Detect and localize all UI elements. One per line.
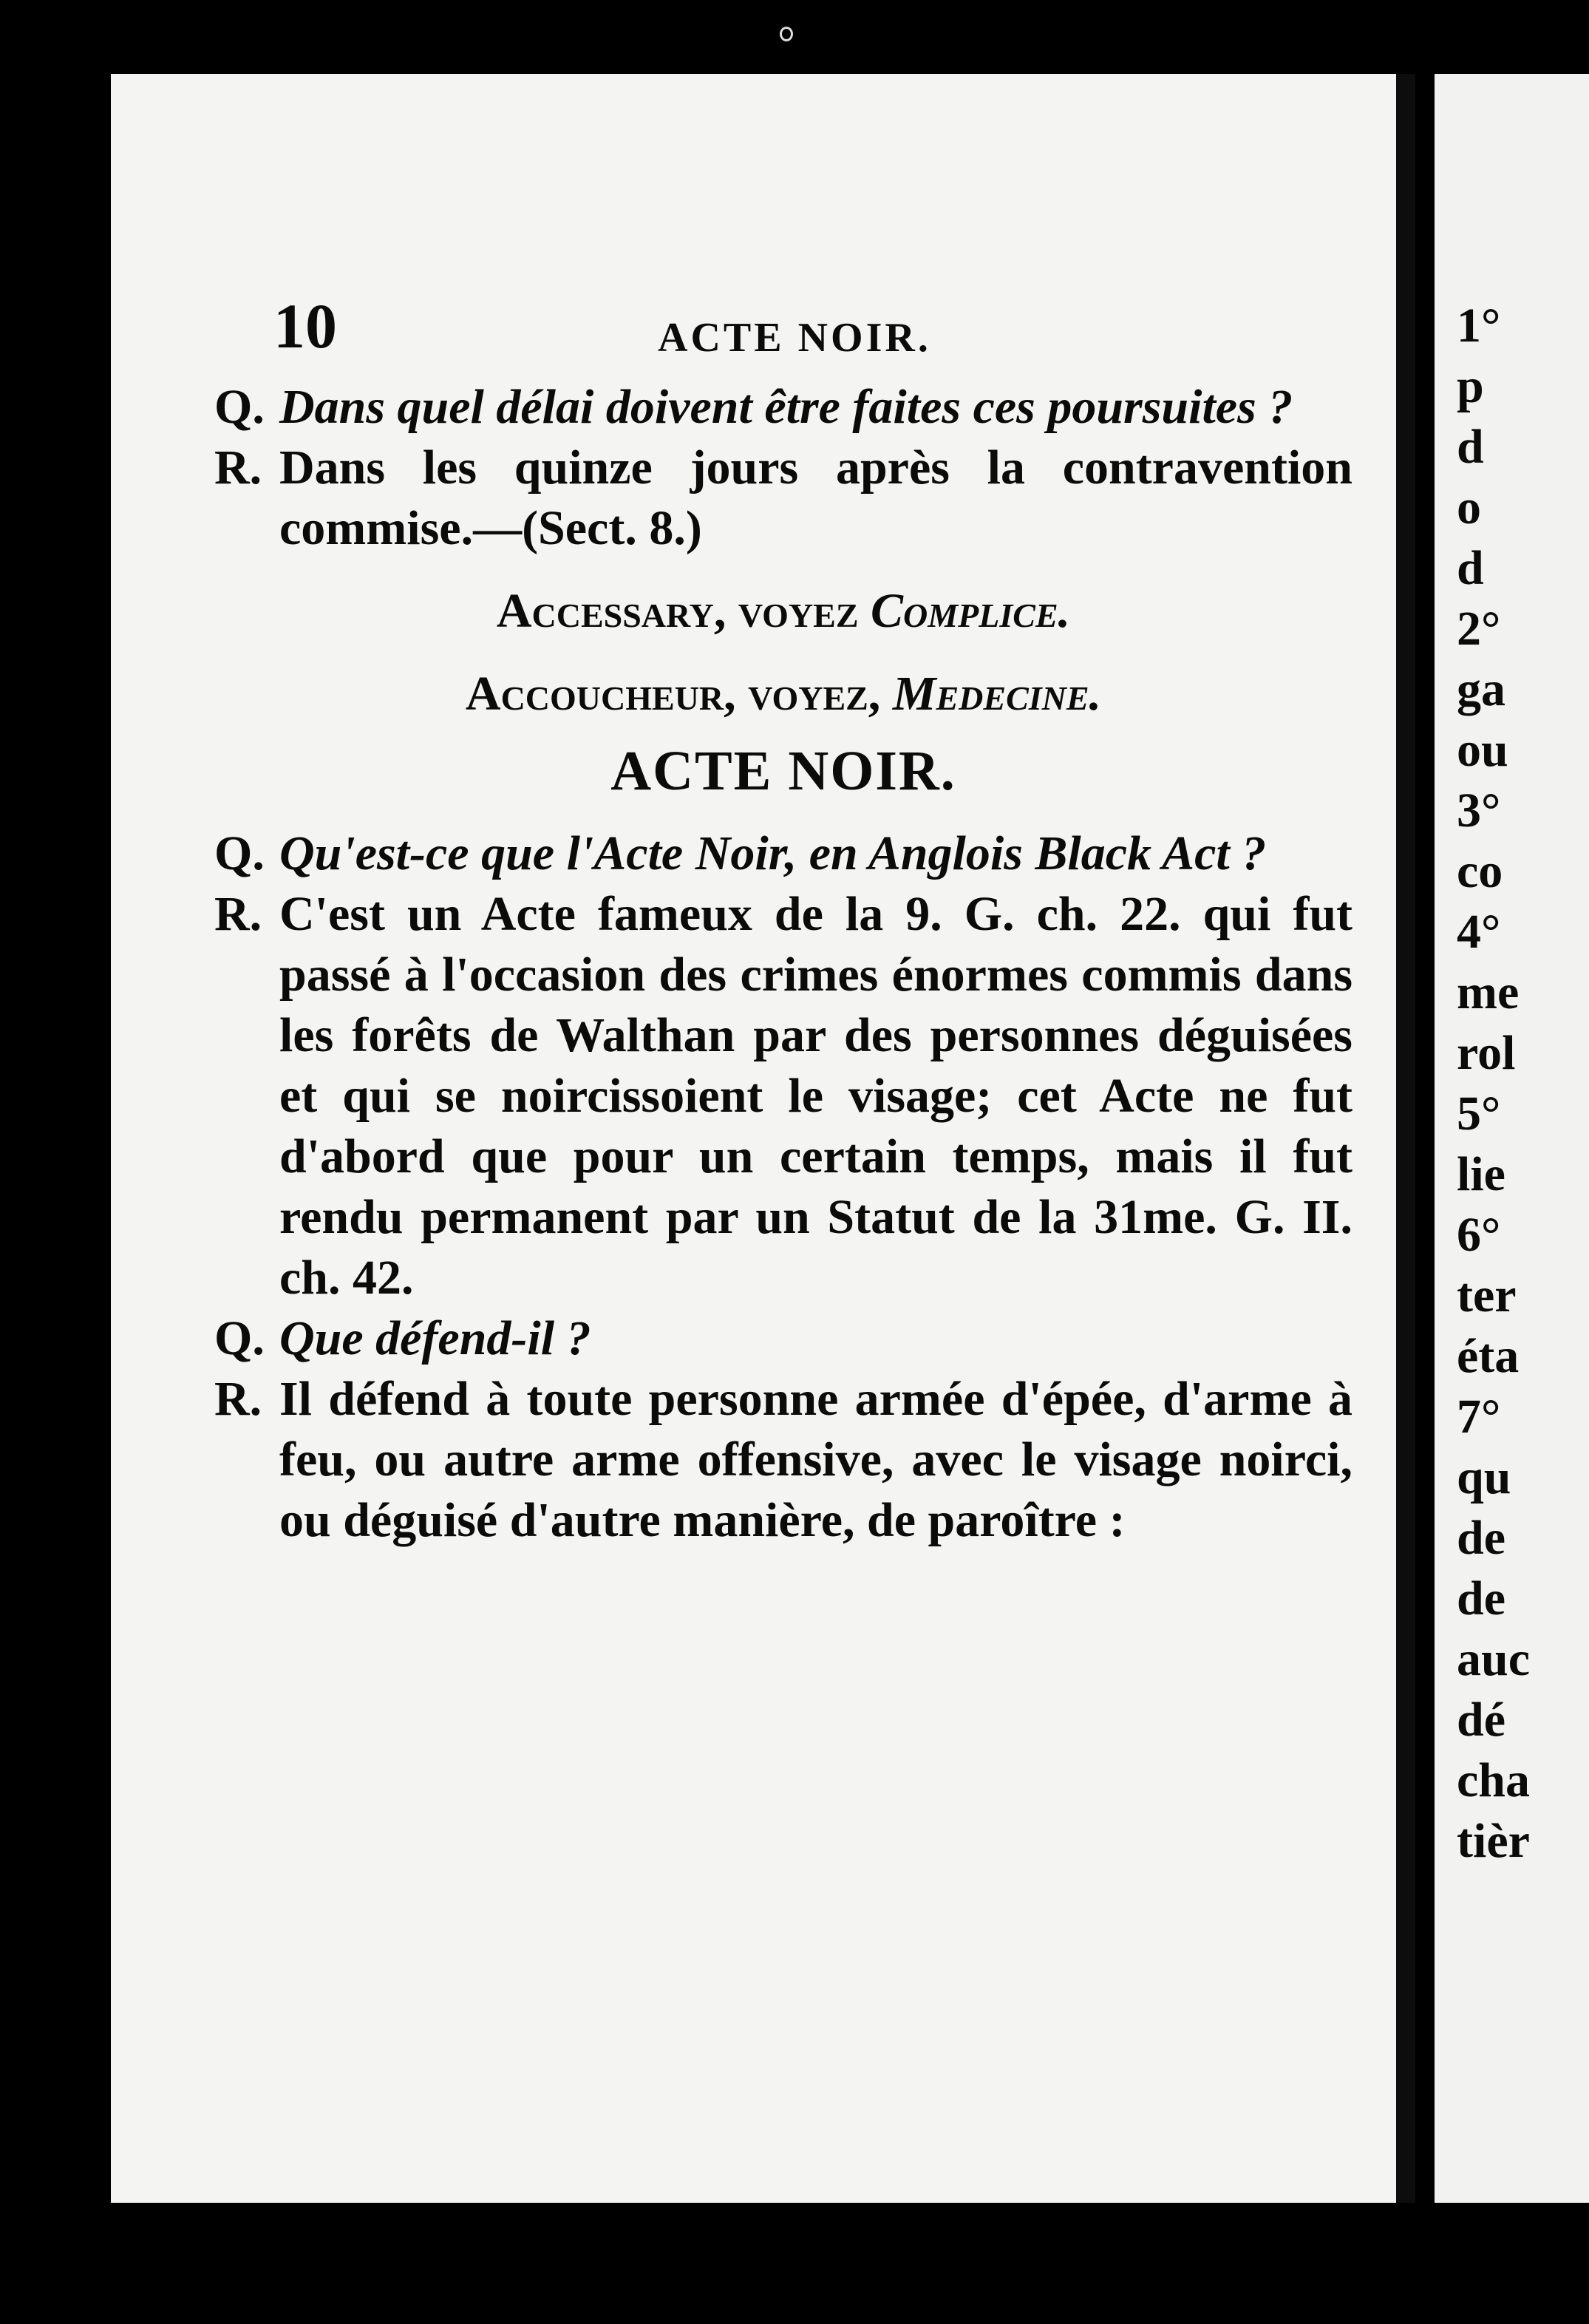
entry-text: Qu'est-ce que l'Acte Noir, en Anglois Black Act ? (279, 826, 1267, 880)
right-page-fragment: 1° (1457, 299, 1501, 353)
entry-text: Dans les quinze jours après la contravention commise.—(Sect. 8.) (279, 441, 1352, 555)
see-also-target: Complice. (871, 584, 1071, 638)
see-also-term: Accessary (496, 584, 714, 638)
right-page-fragment: ter (1457, 1268, 1517, 1322)
right-page-fragment: 3° (1457, 784, 1501, 837)
right-page-fragment: lie (1457, 1147, 1505, 1201)
right-page-fragment: de (1457, 1511, 1505, 1565)
entry-label: Q. (214, 826, 265, 880)
entry-text: Il défend à toute personne armée d'épée, d'arme à feu, ou autre arme offensive, avec le visage noirci, ou déguisé d'autre manière, de paroître : (279, 1372, 1352, 1547)
left-page (111, 74, 1415, 2203)
entry-label: R. (214, 441, 262, 495)
right-page-fragment: 2° (1457, 602, 1501, 656)
right-page-fragment: 7° (1457, 1390, 1501, 1444)
right-page-fragment: 4° (1457, 905, 1501, 959)
right-page-fragment: rol (1457, 1026, 1516, 1080)
right-page-fragment: ou (1457, 723, 1508, 777)
see-also-accoucheur (214, 664, 1352, 724)
see-also-accessary (214, 581, 1352, 642)
section-title: ACTE NOIR. (610, 740, 956, 802)
right-page-edge (1435, 74, 1589, 2203)
entry-label: R. (214, 887, 262, 941)
entry-text: C'est un Acte fameux de la 9. G. ch. 22. qui fut passé à l'occasion des crimes énormes commis dans les forêts de Walthan par des personnes déguisées et qui se noircissoient le visage; cet Acte ne fut d'abord que pour un certain temps, mais il fut rendu permanent par un Statut de la 31me. G. II. ch. 42. (279, 887, 1352, 1305)
answer (214, 884, 1352, 1308)
question (214, 377, 1352, 438)
entry-label: Q. (214, 380, 265, 434)
right-page-fragment: d (1457, 541, 1484, 595)
answer (214, 438, 1352, 559)
see-also-term: Accoucheur (465, 667, 724, 721)
entry-label: Q. (214, 1311, 265, 1365)
entry-text: Que défend-il ? (279, 1311, 591, 1365)
right-page-fragment: 5° (1457, 1087, 1501, 1141)
question (214, 1308, 1352, 1369)
right-page-fragment: 6° (1457, 1208, 1501, 1262)
entry-text: Dans quel délai doivent être faites ces poursuites ? (279, 380, 1293, 434)
page-content (214, 290, 1352, 1551)
right-page-fragment: tièr (1457, 1814, 1530, 1868)
scan-mark (780, 27, 793, 41)
page-header (214, 290, 1352, 370)
right-page-fragment: auc (1457, 1632, 1530, 1686)
right-page-fragment: de (1457, 1572, 1505, 1625)
question (214, 823, 1352, 884)
right-page-fragment: dé (1457, 1693, 1505, 1747)
right-page-fragment: éta (1457, 1329, 1520, 1383)
see-also-target: Medecine. (892, 667, 1102, 721)
page-number: 10 (273, 290, 337, 361)
answer (214, 1369, 1352, 1551)
see-also-connector: , voyez, (724, 667, 893, 721)
running-head: ACTE NOIR. (658, 315, 931, 361)
right-page-fragment: p (1457, 359, 1484, 413)
right-page-fragment: ga (1457, 662, 1505, 716)
entry-label: R. (214, 1372, 262, 1426)
right-page-fragment: o (1457, 480, 1481, 534)
right-page-fragment: d (1457, 420, 1484, 474)
right-page-fragment: co (1457, 844, 1503, 898)
right-page-fragments (1457, 296, 1530, 1872)
right-page-fragment: me (1457, 965, 1520, 1019)
right-page-fragment: cha (1457, 1753, 1530, 1807)
right-page-fragment: qu (1457, 1450, 1511, 1504)
see-also-connector: , voyez (713, 584, 871, 638)
